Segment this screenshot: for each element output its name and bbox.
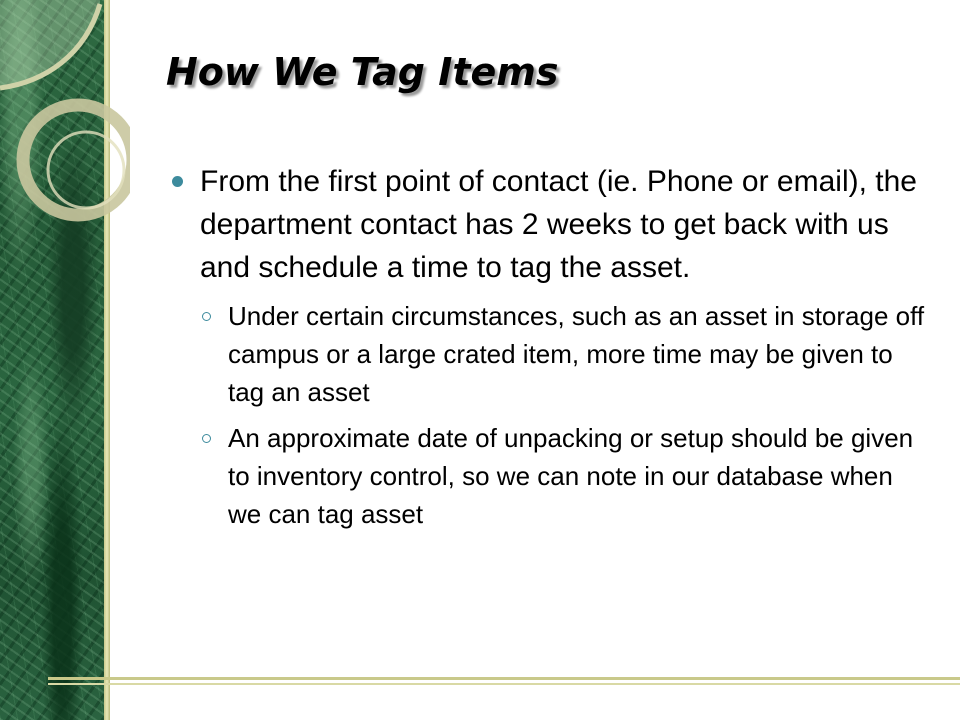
sub-bullet-text: Under certain circumstances, such as an asset in storage off campus or a large crated item, more time may be given to tag an asset <box>228 301 925 407</box>
bullet-dot-icon <box>172 176 183 187</box>
bottom-divider-line-secondary <box>48 683 960 685</box>
slide-title: How We Tag Items <box>166 50 559 94</box>
sub-bullet-item <box>172 297 932 411</box>
sub-bullet-text: An approximate date of unpacking or setup should be given to inventory control, so we can note in our database when we can tag asset <box>228 423 914 529</box>
bottom-divider-line <box>48 677 960 680</box>
sub-bullet-item <box>172 419 932 533</box>
bullet-item <box>172 160 932 289</box>
sub-bullet-ring-icon <box>202 434 211 443</box>
large-ring <box>23 105 130 215</box>
inner-ring <box>48 132 124 208</box>
sub-bullet-ring-icon <box>202 312 211 321</box>
bullet-text: From the first point of contact (ie. Phone or email), the department contact has 2 weeks to get back with us and schedule a time to tag the asset. <box>200 165 917 284</box>
decorative-rings-graphic <box>0 0 130 260</box>
corner-leaf-shape <box>0 0 100 88</box>
slide-content <box>172 160 932 533</box>
